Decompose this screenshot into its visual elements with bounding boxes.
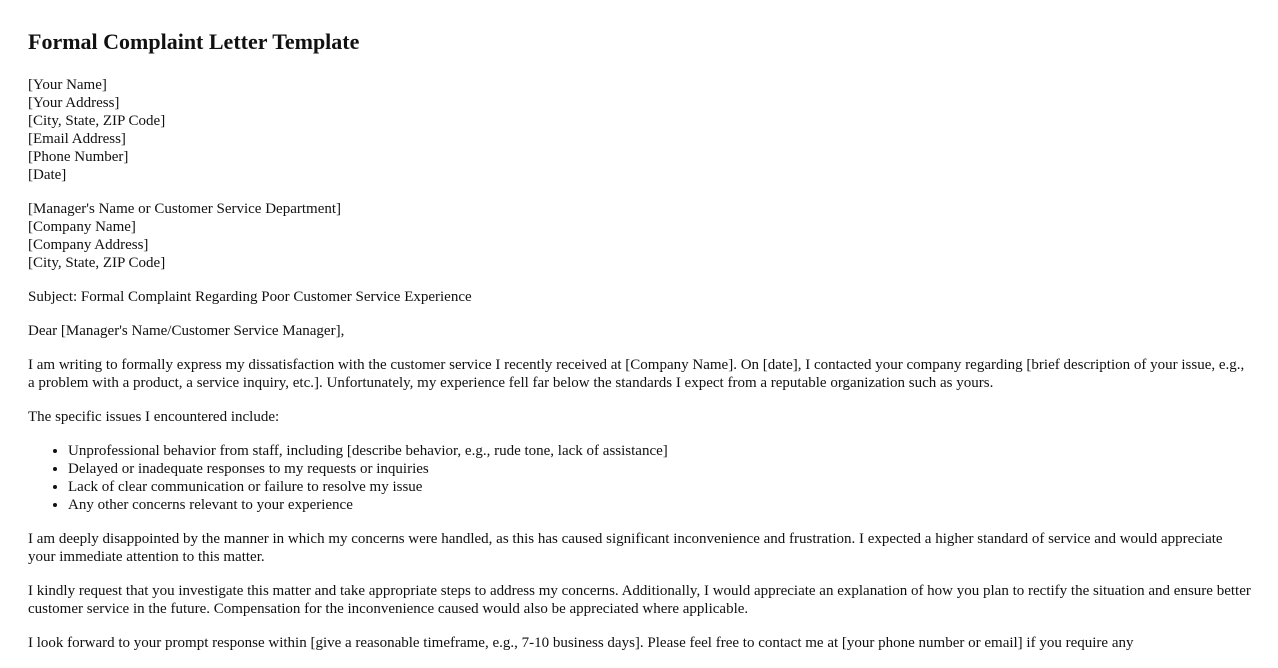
- sender-address: [Your Address]: [28, 95, 120, 111]
- letter-date: [Date]: [28, 167, 67, 183]
- disappointment-paragraph: I am deeply disappointed by the manner in which my concerns were handled, as this has caused significant inconvenience and frustration. I expected a higher standard of service and would appreciate your immediate attention to this matter.: [28, 531, 1223, 565]
- intro-paragraph: I am writing to formally express my dissatisfaction with the customer service I recently received at [Company Name]. On [date], I contacted your company regarding [brief description of your issue, e.g., a problem with a product, a service inquiry, etc.]. Unfortunately, my experience fell far below the standards I expect from a reputable organization such as yours.: [28, 357, 1245, 391]
- list-item: • Unprofessional behavior from staff, including [describe behavior, e.g., rude tone, lack of assistance]: [68, 442, 1253, 460]
- recipient-company: [Company Name]: [28, 219, 136, 235]
- sender-phone: [Phone Number]: [28, 149, 129, 165]
- salutation: Dear [Manager's Name/Customer Service Manager],: [28, 323, 345, 339]
- sender-email: [Email Address]: [28, 131, 126, 147]
- request-paragraph: I kindly request that you investigate this matter and take appropriate steps to address my concerns. Additionally, I would appreciate an explanation of how you plan to rectify the situation and ensure better customer service in the future. Compensation for the inconvenience caused would also be appreciated where applicable.: [28, 583, 1251, 617]
- list-item: • Delayed or inadequate responses to my requests or inquiries: [68, 460, 1253, 478]
- recipient-name: [Manager's Name or Customer Service Department]: [28, 201, 342, 217]
- subject-line: Subject: Formal Complaint Regarding Poor Customer Service Experience: [28, 289, 472, 305]
- recipient-address: [Company Address]: [28, 237, 149, 253]
- recipient-address-block: [28, 200, 1253, 272]
- issues-intro: The specific issues I encountered include:: [28, 409, 280, 425]
- sender-name: [Your Name]: [28, 77, 107, 93]
- response-paragraph: I look forward to your prompt response within [give a reasonable timeframe, e.g., 7-10 business days]. Please feel free to contact me at [your phone number or email] if you require any: [28, 635, 1134, 651]
- issues-list: [28, 442, 1253, 514]
- recipient-city-state-zip: [City, State, ZIP Code]: [28, 255, 166, 271]
- sender-address-block: [28, 76, 1253, 184]
- list-item: • Lack of clear communication or failure to resolve my issue: [68, 478, 1253, 496]
- page-title: Formal Complaint Letter Template: [28, 29, 360, 54]
- letter-page: [28, 0, 1253, 668]
- sender-city-state-zip: [City, State, ZIP Code]: [28, 113, 166, 129]
- list-item: • Any other concerns relevant to your experience: [68, 496, 1253, 514]
